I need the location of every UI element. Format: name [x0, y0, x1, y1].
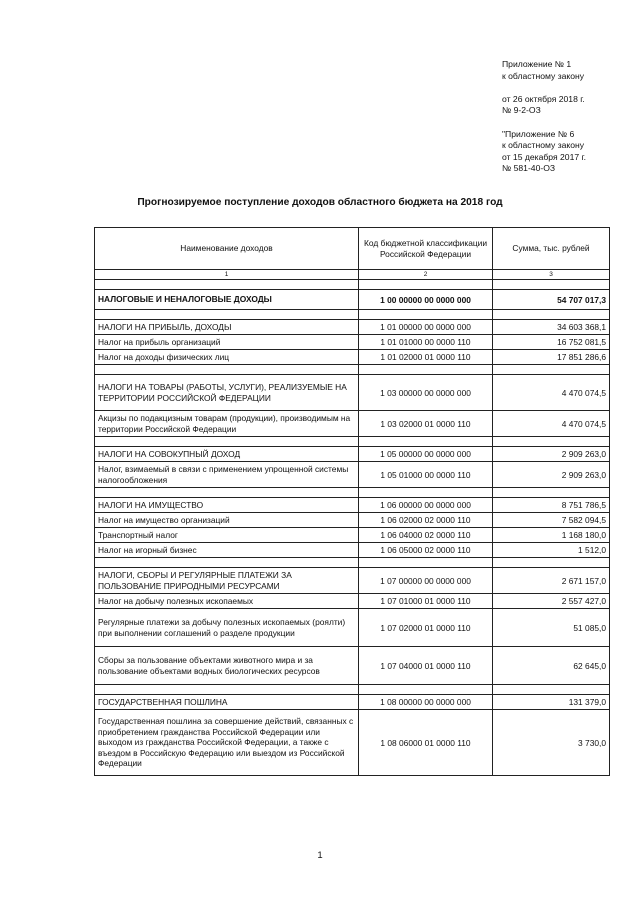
row-sum: 1 512,0 [493, 543, 610, 558]
row-sum: 4 470 074,5 [493, 375, 610, 411]
row-code: 1 06 00000 00 0000 000 [359, 498, 493, 513]
table-row [95, 609, 610, 647]
table-row [95, 568, 610, 594]
row-name: НАЛОГИ НА ТОВАРЫ (РАБОТЫ, УСЛУГИ), РЕАЛИЗУЕМЫЕ НА ТЕРРИТОРИИ РОССИЙСКОЙ ФЕДЕРАЦИИ [95, 375, 359, 411]
row-sum: 2 671 157,0 [493, 568, 610, 594]
appendix-line: "Приложение № 6 [502, 128, 575, 139]
column-number-row [95, 270, 610, 280]
document-title: Прогнозируемое поступление доходов областного бюджета на 2018 год [137, 197, 503, 208]
table-row [95, 411, 610, 437]
row-name: НАЛОГИ НА ПРИБЫЛЬ, ДОХОДЫ [95, 320, 359, 335]
appendix-line: № 581-40-ОЗ [502, 163, 556, 174]
row-name: НАЛОГИ, СБОРЫ И РЕГУЛЯРНЫЕ ПЛАТЕЖИ ЗА ПОЛЬЗОВАНИЕ ПРИРОДНЫМИ РЕСУРСАМИ [95, 568, 359, 594]
row-sum: 2 557 427,0 [493, 594, 610, 609]
table-row [95, 647, 610, 685]
row-code: 1 01 01000 00 0000 110 [359, 335, 493, 350]
header-name: Наименование доходов [95, 228, 359, 270]
row-code: 1 06 02000 02 0000 110 [359, 513, 493, 528]
header-code: Код бюджетной классификации Российской Федерации [359, 228, 493, 270]
revenue-table [94, 227, 610, 776]
column-number: 1 [95, 270, 359, 280]
row-code: 1 06 05000 02 0000 110 [359, 543, 493, 558]
table-row [95, 447, 610, 462]
row-sum: 2 909 263,0 [493, 462, 610, 488]
appendix-note [502, 59, 632, 175]
row-code: 1 08 06000 01 0000 110 [359, 710, 493, 776]
appendix-line: к областному закону [502, 70, 585, 81]
row-name: Налог на имущество организаций [95, 513, 359, 528]
row-sum: 51 085,0 [493, 609, 610, 647]
row-code: 1 05 01000 00 0000 110 [359, 462, 493, 488]
row-sum: 2 909 263,0 [493, 447, 610, 462]
row-sum: 54 707 017,3 [493, 290, 610, 310]
row-sum: 34 603 368,1 [493, 320, 610, 335]
row-sum: 62 645,0 [493, 647, 610, 685]
row-sum: 17 851 286,6 [493, 350, 610, 365]
table-row [95, 710, 610, 776]
table-header-row [95, 228, 610, 270]
table-row [95, 462, 610, 488]
table-row [95, 350, 610, 365]
appendix-line: № 9-2-ОЗ [502, 105, 541, 116]
row-code: 1 07 02000 01 0000 110 [359, 609, 493, 647]
table-row [95, 320, 610, 335]
row-name: Налог на добычу полезных ископаемых [95, 594, 359, 609]
row-name: Налог на игорный бизнес [95, 543, 359, 558]
table-row [95, 335, 610, 350]
row-code: 1 06 04000 02 0000 110 [359, 528, 493, 543]
row-name: Сборы за пользование объектами животного мира и за пользование объектами водных биологических ресурсов [95, 647, 359, 685]
row-code: 1 07 04000 01 0000 110 [359, 647, 493, 685]
row-code: 1 03 00000 00 0000 000 [359, 375, 493, 411]
row-name: Регулярные платежи за добычу полезных ископаемых (роялти) при выполнении соглашений о разделе продукции [95, 609, 359, 647]
row-name: Транспортный налог [95, 528, 359, 543]
row-sum: 4 470 074,5 [493, 411, 610, 437]
table-row-total [95, 290, 610, 310]
row-code: 1 01 02000 01 0000 110 [359, 350, 493, 365]
table-row [95, 528, 610, 543]
table-row [95, 695, 610, 710]
column-number: 2 [359, 270, 493, 280]
row-code: 1 01 00000 00 0000 000 [359, 320, 493, 335]
table-row [95, 498, 610, 513]
row-name: Акцизы по подакцизным товарам (продукции), производимым на территории Российской Федерации [95, 411, 359, 437]
row-sum: 7 582 094,5 [493, 513, 610, 528]
row-sum: 1 168 180,0 [493, 528, 610, 543]
row-sum: 8 751 786,5 [493, 498, 610, 513]
row-name: ГОСУДАРСТВЕННАЯ ПОШЛИНА [95, 695, 359, 710]
row-name: Налог на прибыль организаций [95, 335, 359, 350]
column-number: 3 [493, 270, 610, 280]
row-code: 1 03 02000 01 0000 110 [359, 411, 493, 437]
row-name: НАЛОГИ НА ИМУЩЕСТВО [95, 498, 359, 513]
row-code: 1 07 01000 01 0000 110 [359, 594, 493, 609]
row-sum: 16 752 081,5 [493, 335, 610, 350]
row-sum: 131 379,0 [493, 695, 610, 710]
row-name: Государственная пошлина за совершение действий, связанных с приобретением гражданства Российской Федерации или выходом из гражданства Российской Федерации, а также с въездом в Российскую Федерацию или выездом из Российской Федерации [95, 710, 359, 776]
page-number: 1 [317, 850, 323, 861]
table-row [95, 513, 610, 528]
row-code: 1 05 00000 00 0000 000 [359, 447, 493, 462]
appendix-line: Приложение № 1 [502, 59, 572, 69]
row-name: Налог, взимаемый в связи с применением упрощенной системы налогообложения [95, 462, 359, 488]
row-sum: 3 730,0 [493, 710, 610, 776]
appendix-line: к областному закону [502, 140, 585, 151]
row-name: НАЛОГИ НА СОВОКУПНЫЙ ДОХОД [95, 447, 359, 462]
table-row [95, 543, 610, 558]
row-code: 1 00 00000 00 0000 000 [359, 290, 493, 310]
appendix-line: от 15 декабря 2017 г. [502, 151, 587, 162]
row-name: Налог на доходы физических лиц [95, 350, 359, 365]
table-row [95, 375, 610, 411]
row-name: НАЛОГОВЫЕ И НЕНАЛОГОВЫЕ ДОХОДЫ [95, 290, 359, 310]
header-sum: Сумма, тыс. рублей [493, 228, 610, 270]
table-row [95, 594, 610, 609]
row-code: 1 08 00000 00 0000 000 [359, 695, 493, 710]
appendix-line: от 26 октября 2018 г. [502, 93, 585, 104]
row-code: 1 07 00000 00 0000 000 [359, 568, 493, 594]
